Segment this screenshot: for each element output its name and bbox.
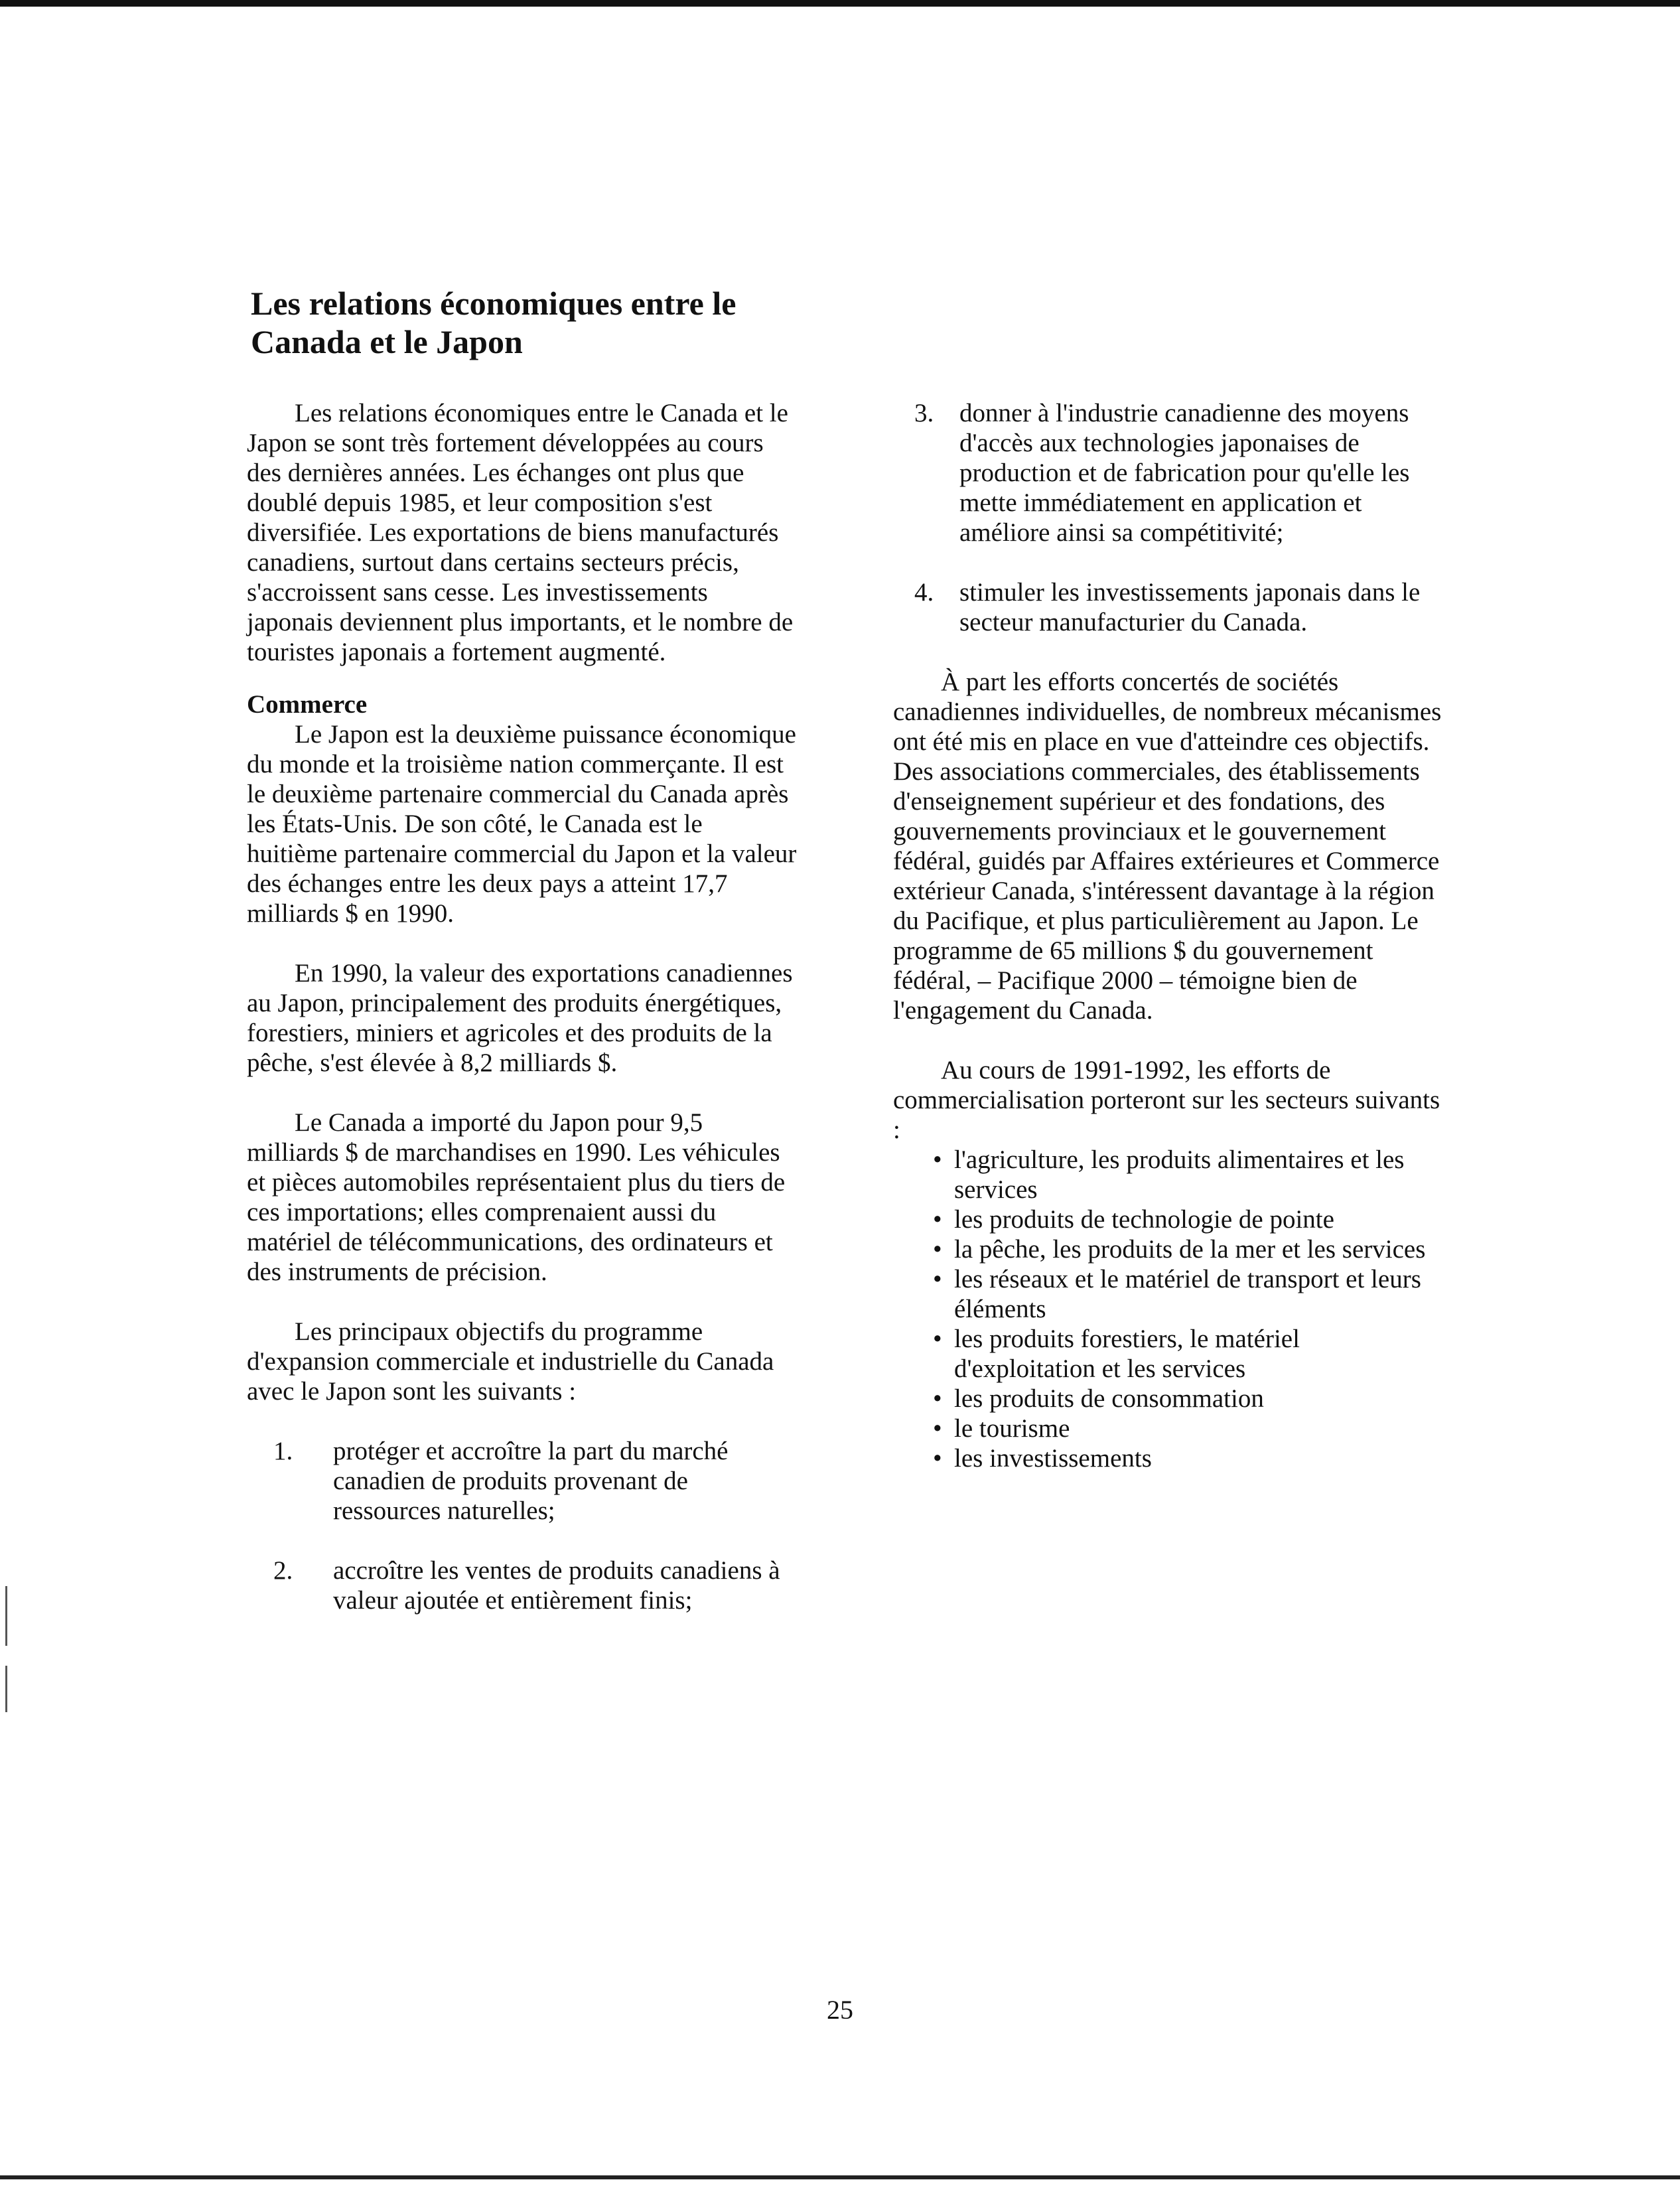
list-item	[933, 1264, 1444, 1324]
objective-text: accroître les ventes de produits canadiens à valeur ajoutée et entièrement finis;	[333, 1556, 780, 1615]
right-column	[893, 398, 1444, 1473]
paragraph: Les principaux objectifs du programme d'expansion commerciale et industrielle du Canada avec le Japon sont les suivants :	[247, 1317, 774, 1406]
objective-item	[247, 1436, 798, 1526]
sector-text: le tourisme	[954, 1414, 1070, 1443]
paragraph: Le Canada a importé du Japon pour 9,5 milliards $ de marchandises en 1990. Les véhicules et pièces automobiles représentaient plus du tiers de ces importations; elles comprenaient aussi du matériel de télécommunications, des ordinateurs et des instruments de précision.	[247, 1108, 786, 1286]
intro-paragraph: Les relations économiques entre le Canada et le Japon se sont très fortement développées au cours des dernières années. Les échanges ont plus que doublé depuis 1985, et leur composition s'est diversifiée. Les exportations de biens manufacturés canadiens, surtout dans certains secteurs précis, s'accroissent sans cesse. Les investissements japonais deviennent plus importants, et le nombre de touristes japonais a fortement augmenté.	[247, 399, 794, 666]
bottom-scan-edge	[0, 2175, 1680, 2179]
objective-number: 4.	[914, 578, 934, 607]
list-item	[933, 1384, 1444, 1414]
sector-text: les réseaux et le matériel de transport et leurs éléments	[954, 1265, 1421, 1323]
objective-number: 2.	[273, 1556, 293, 1585]
objective-number: 1.	[273, 1437, 293, 1465]
bullet-icon: •	[933, 1384, 942, 1413]
list-item	[933, 1204, 1444, 1234]
bullet-icon: •	[933, 1325, 942, 1353]
sector-text: les produits de technologie de pointe	[954, 1205, 1334, 1234]
bullet-icon: •	[933, 1205, 942, 1234]
sector-text: les produits forestiers, le matériel d'exploitation et les services	[954, 1325, 1300, 1383]
scan-margin-mark	[5, 1666, 7, 1712]
bullet-icon: •	[933, 1235, 942, 1264]
list-item	[933, 1324, 1444, 1384]
section-heading-commerce: Commerce	[247, 690, 368, 719]
objective-text: protéger et accroître la part du marché canadien de produits provenant de ressources naturelles;	[333, 1437, 729, 1525]
bullet-icon: •	[933, 1444, 942, 1473]
objective-item	[247, 1556, 798, 1615]
objective-text: donner à l'industrie canadienne des moyens d'accès aux technologies japonaises de production et de fabrication pour qu'elle les mette immédiatement en application et améliore ainsi sa compétitivité;	[959, 399, 1410, 547]
list-item	[933, 1443, 1444, 1473]
paragraph: À part les efforts concertés de sociétés canadiennes individuelles, de nombreux mécanismes ont été mis en place en vue d'atteindre ces objectifs. Des associations commerciales, des établissements d'enseignement supérieur et des fondations, des gouvernements provinciaux et le gouvernement fédéral, guidés par Affaires extérieures et Commerce extérieur Canada, s'intéressent davantage à la région du Pacifique, et plus particulièrement au Japon. Le programme de 65 millions $ du gouvernement fédéral, – Pacifique 2000 – témoigne bien de l'engagement du Canada.	[893, 668, 1442, 1025]
objective-item	[893, 577, 1444, 637]
top-scan-edge	[0, 0, 1680, 7]
bullet-icon: •	[933, 1414, 942, 1443]
objective-number: 3.	[914, 399, 934, 427]
sector-text: l'agriculture, les produits alimentaires et les services	[954, 1145, 1405, 1204]
bullet-icon: •	[933, 1265, 942, 1293]
sector-list	[893, 1145, 1444, 1473]
bullet-icon: •	[933, 1145, 942, 1174]
paragraph: Au cours de 1991-1992, les efforts de commercialisation porteront sur les secteurs suivants :	[893, 1056, 1440, 1144]
scan-margin-mark	[5, 1586, 7, 1646]
page-title: Les relations économiques entre le Canada et le Japon	[251, 285, 736, 360]
list-item	[933, 1145, 1444, 1204]
sector-text: les produits de consommation	[954, 1384, 1264, 1413]
sector-text: les investissements	[954, 1444, 1152, 1473]
page-number: 25	[827, 1995, 853, 2025]
list-item	[933, 1414, 1444, 1443]
objective-item	[893, 398, 1444, 547]
paragraph: Le Japon est la deuxième puissance économique du monde et la troisième nation commerçante. Il est le deuxième partenaire commercial du Canada après les États-Unis. De son côté, le Canada est le huitième partenaire commercial du Japon et la valeur des échanges entre les deux pays a atteint 17,7 milliards $ en 1990.	[247, 720, 797, 928]
objective-text: stimuler les investissements japonais dans le secteur manufacturier du Canada.	[959, 578, 1421, 636]
sector-text: la pêche, les produits de la mer et les services	[954, 1235, 1426, 1264]
paragraph: En 1990, la valeur des exportations canadiennes au Japon, principalement des produits énergétiques, forestiers, miniers et agricoles et des produits de la pêche, s'est élevée à 8,2 milliards $.	[247, 959, 793, 1077]
left-column	[247, 398, 798, 1615]
list-item	[933, 1234, 1444, 1264]
